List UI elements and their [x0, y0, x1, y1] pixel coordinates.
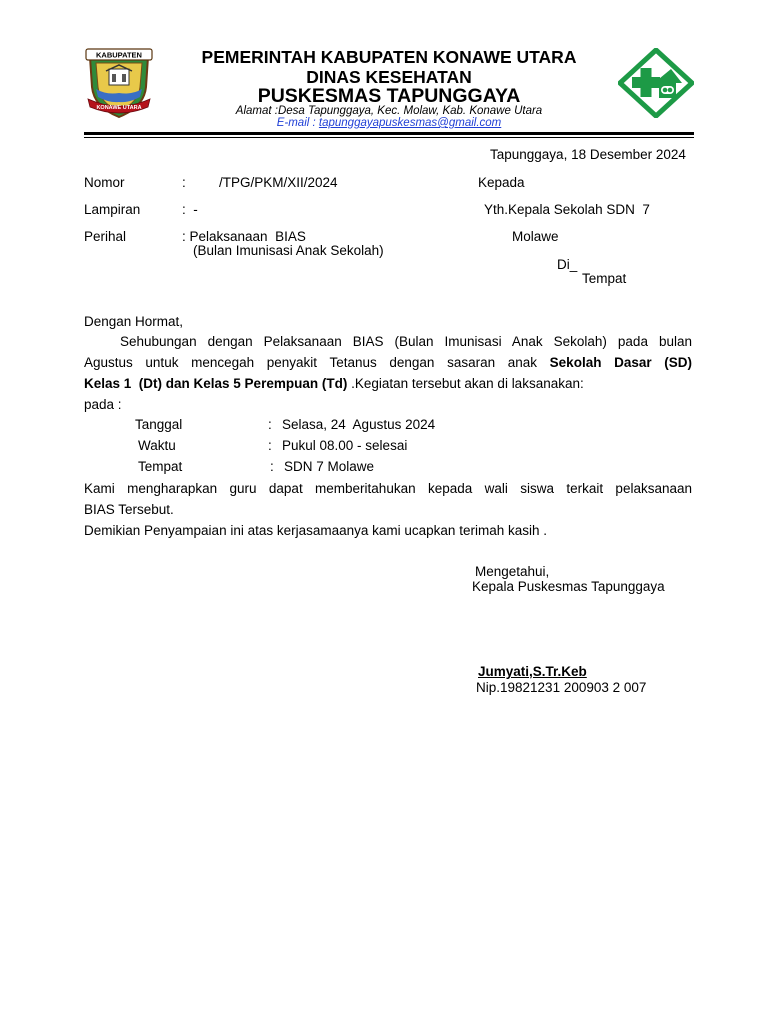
header-address: Alamat :Desa Tapunggaya, Kec. Molaw, Kab. Konawe Utara: [235, 105, 543, 117]
nomor-label: Nomor: [84, 175, 125, 190]
header-line-government: PEMERINTAH KABUPATEN KONAWE UTARA: [201, 47, 577, 67]
pada-label: pada :: [84, 397, 122, 412]
emblem-banner-text: KABUPATEN: [96, 50, 142, 60]
email-label: E-mail :: [276, 117, 316, 129]
di-label: Di_: [557, 257, 578, 272]
schedule-tempat-label: Tempat: [138, 459, 183, 474]
schedule-tempat-colon: :: [270, 459, 274, 474]
perihal-value-1: : Pelaksanaan BIAS: [182, 229, 306, 244]
place-date: Tapunggaya, 18 Desember 2024: [490, 147, 686, 162]
schedule-waktu-label: Waktu: [138, 438, 176, 453]
recipient-name: Yth.Kepala Sekolah SDN 7: [484, 202, 650, 217]
puskesmas-logo: [618, 48, 694, 118]
nomor-value: /TPG/PKM/XII/2024: [219, 175, 338, 190]
header-email-line: [0, 117, 768, 129]
paragraph-1-line-2-text: Agustus untuk mencegah penyakit Tetanus dengan sasaran anak: [84, 355, 538, 370]
header-line-department: DINAS KESEHATAN: [306, 67, 472, 87]
greeting: Dengan Hormat,: [84, 314, 184, 329]
paragraph-1-line-1: Sehubungan dengan Pelaksanaan BIAS (Bulan Imunisasi Anak Sekolah) pada bulan: [120, 334, 692, 349]
header-line-puskesmas: PUSKESMAS TAPUNGGAYA: [257, 85, 521, 107]
signature-nip: Nip.19821231 200903 2 007: [476, 680, 647, 695]
schedule-tempat-value: SDN 7 Molawe: [284, 459, 375, 474]
schedule-tanggal-colon: :: [268, 417, 272, 432]
lampiran-value: : -: [182, 202, 198, 217]
paragraph-1-line-3: [84, 376, 584, 391]
signature-position: Kepala Puskesmas Tapunggaya: [472, 579, 665, 594]
letterhead-rule-thick: [84, 132, 694, 135]
paragraph-2-line-1: Kami mengharapkan guru dapat memberitahukan kepada wali siswa terkait pelaksanaan: [84, 481, 692, 496]
schedule-tanggal-value: Selasa, 24 Agustus 2024: [282, 417, 436, 432]
lampiran-label: Lampiran: [84, 202, 141, 217]
perihal-label: Perihal: [84, 229, 127, 244]
closing-sentence: Demikian Penyampaian ini atas kerjasamaanya kami ucapkan terimah kasih .: [84, 523, 547, 538]
paragraph-2-line-2: BIAS Tersebut.: [84, 502, 174, 517]
tempat-label: Tempat: [582, 271, 627, 286]
signature-mengetahui: Mengetahui,: [475, 564, 550, 579]
email-link[interactable]: tapunggayapuskesmas@gmail.com: [318, 117, 502, 129]
emblem-ribbon-text: KONAWE UTARA: [96, 105, 142, 111]
paragraph-1-line-2: [84, 355, 692, 370]
schedule-waktu-colon: :: [268, 438, 272, 453]
recipient-place: Molawe: [512, 229, 559, 244]
signature-name: Jumyati,S.Tr.Keb: [478, 664, 587, 679]
perihal-value-2: (Bulan Imunisasi Anak Sekolah): [193, 243, 384, 258]
paragraph-1-line-3-bold: Kelas 1 (Dt) dan Kelas 5 Perempuan (Td): [84, 376, 348, 391]
paragraph-1-line-2-bold: Sekolah Dasar (SD): [549, 355, 692, 370]
letterhead-rule-thin: [84, 137, 694, 138]
paragraph-1-line-3-text: .Kegiatan tersebut akan di laksanakan:: [347, 376, 584, 391]
kepada-label: Kepada: [478, 175, 525, 190]
schedule-tanggal-label: Tanggal: [135, 417, 183, 432]
nomor-colon: :: [182, 175, 186, 190]
schedule-waktu-value: Pukul 08.00 - selesai: [282, 438, 408, 453]
